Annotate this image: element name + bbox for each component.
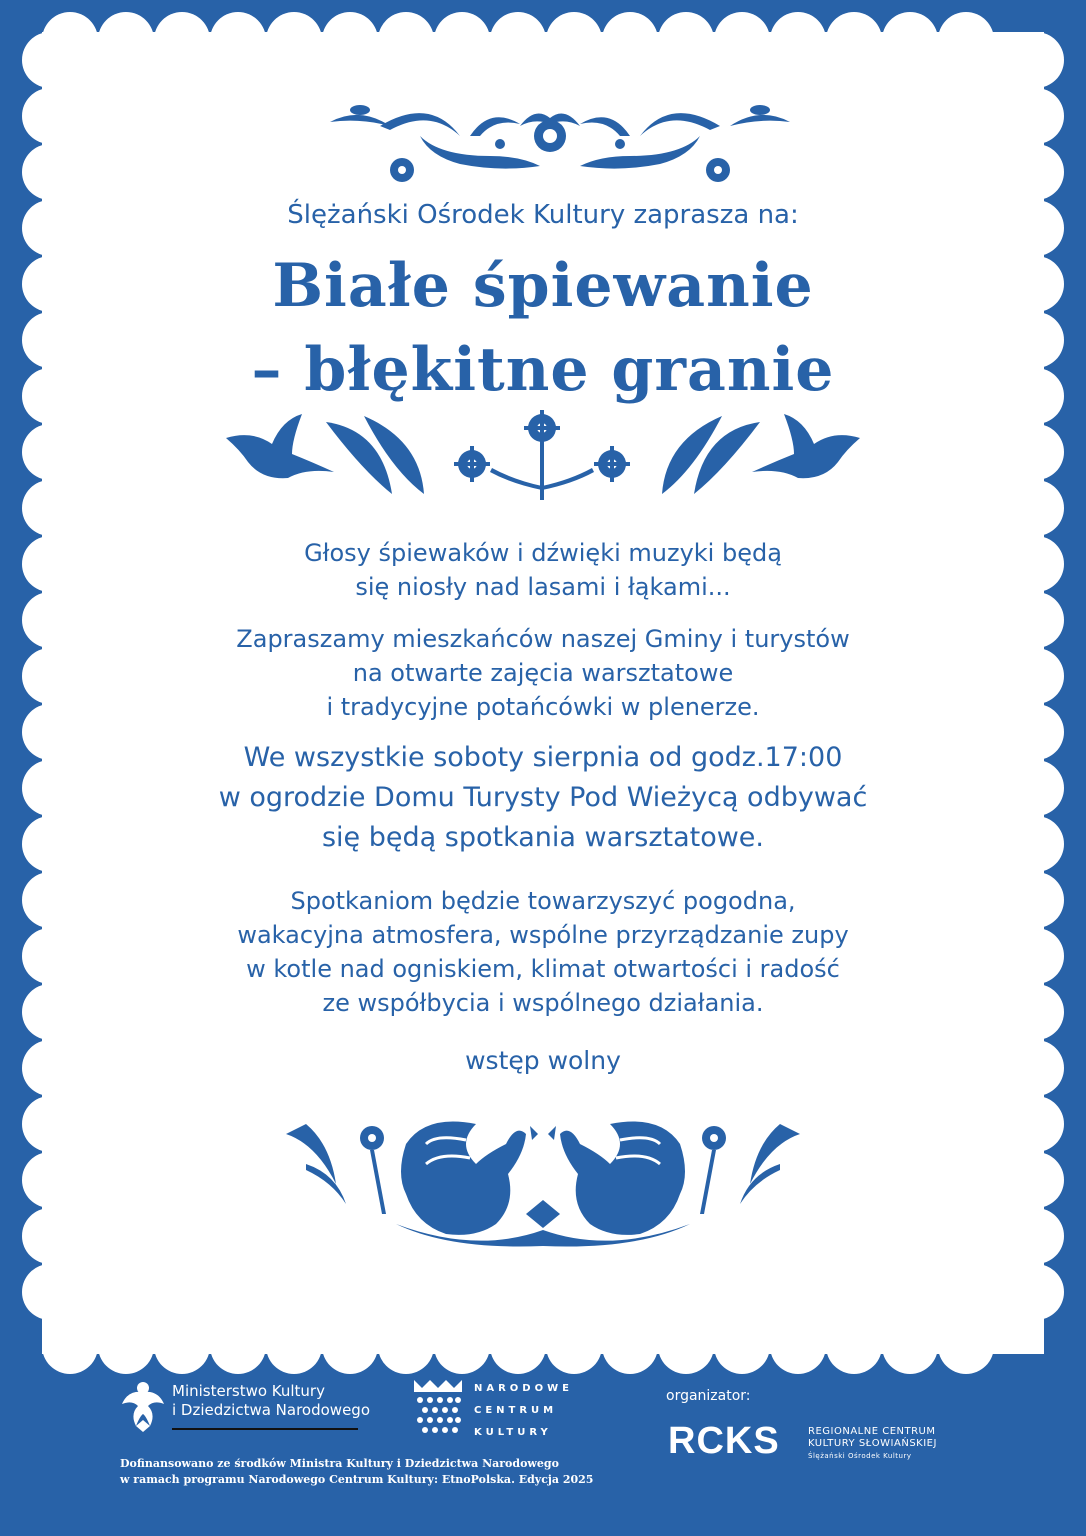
text-line: KULTURY SŁOWIAŃSKIEJ: [808, 1438, 937, 1449]
funding-note: [120, 1456, 593, 1488]
text-line: REGIONALNE CENTRUM: [808, 1426, 936, 1437]
paragraph-atmosphere: [0, 884, 1086, 1020]
text-line: w kotle nad ogniskiem, klimat otwartości i radość: [246, 955, 840, 983]
bird-icon: [226, 414, 334, 478]
text-line: na otwarte zajęcia warsztatowe: [352, 659, 734, 687]
text-line: się niosły nad lasami i łąkami...: [355, 573, 731, 601]
rooster-icon: [276, 1104, 810, 1254]
admission-text: wstęp wolny: [465, 1046, 621, 1075]
text-line: Głosy śpiewaków i dźwięki muzyki będą: [304, 539, 782, 567]
text-line: Dofinansowano ze środków Ministra Kultury i Dziedzictwa Narodowego: [120, 1457, 559, 1470]
leaf-icon: [326, 416, 424, 494]
floral-ornament-icon: [320, 96, 800, 188]
text-line: CENTRUM: [474, 1405, 558, 1416]
nck-logo-icon: [412, 1378, 464, 1434]
intro-text: Ślężański Ośrodek Kultury zaprasza na:: [287, 200, 799, 230]
paragraph-invitation: [0, 622, 1086, 724]
title-line-2: – błękitne granie: [251, 335, 835, 405]
birds-and-flowers-ornament: [222, 410, 864, 506]
text-line: w ramach programu Narodowego Centrum Kultury: EtnoPolska. Edycja 2025: [120, 1473, 594, 1486]
paragraph-voices: [0, 536, 1086, 604]
text-line: i Dziedzictwa Narodowego: [172, 1401, 370, 1419]
title-line-1: Białe śpiewanie: [272, 251, 814, 321]
ministry-underline: [172, 1428, 358, 1430]
text-line: We wszystkie soboty sierpnia od godz.17:00: [243, 742, 843, 773]
paragraph-schedule: [0, 738, 1086, 858]
text-line: wakacyjna atmosfera, wspólne przyrządzanie zupy: [237, 921, 849, 949]
text-line: Zapraszamy mieszkańców naszej Gminy i turystów: [236, 625, 850, 653]
organizer-label: organizator:: [666, 1388, 751, 1404]
text-line: Ministerstwo Kultury: [172, 1382, 325, 1400]
text-line: w ogrodzie Domu Turysty Pod Wieżycą odbywać: [218, 782, 868, 813]
bird-icon: [752, 414, 860, 478]
text-line: i tradycyjne potańcówki w plenerze.: [326, 693, 760, 721]
text-line: KULTURY: [474, 1427, 552, 1438]
ministry-name: [172, 1382, 370, 1420]
rcks-full-name: [808, 1426, 937, 1462]
text-line: Spotkaniom będzie towarzyszyć pogodna,: [290, 887, 796, 915]
cornflower-icon: [454, 410, 630, 500]
eagle-emblem-icon: [120, 1380, 166, 1432]
text-line: się będą spotkania warsztatowe.: [321, 822, 765, 853]
nck-name: [474, 1378, 573, 1444]
page-title: [0, 244, 1086, 412]
text-line: ze współbycia i wspólnego działania.: [322, 989, 764, 1017]
rcks-logo: RCKS: [668, 1420, 780, 1462]
rcks-subtitle: Ślężański Ośrodek Kultury: [808, 1452, 912, 1460]
text-line: NARODOWE: [474, 1383, 573, 1394]
leaf-icon: [662, 416, 760, 494]
